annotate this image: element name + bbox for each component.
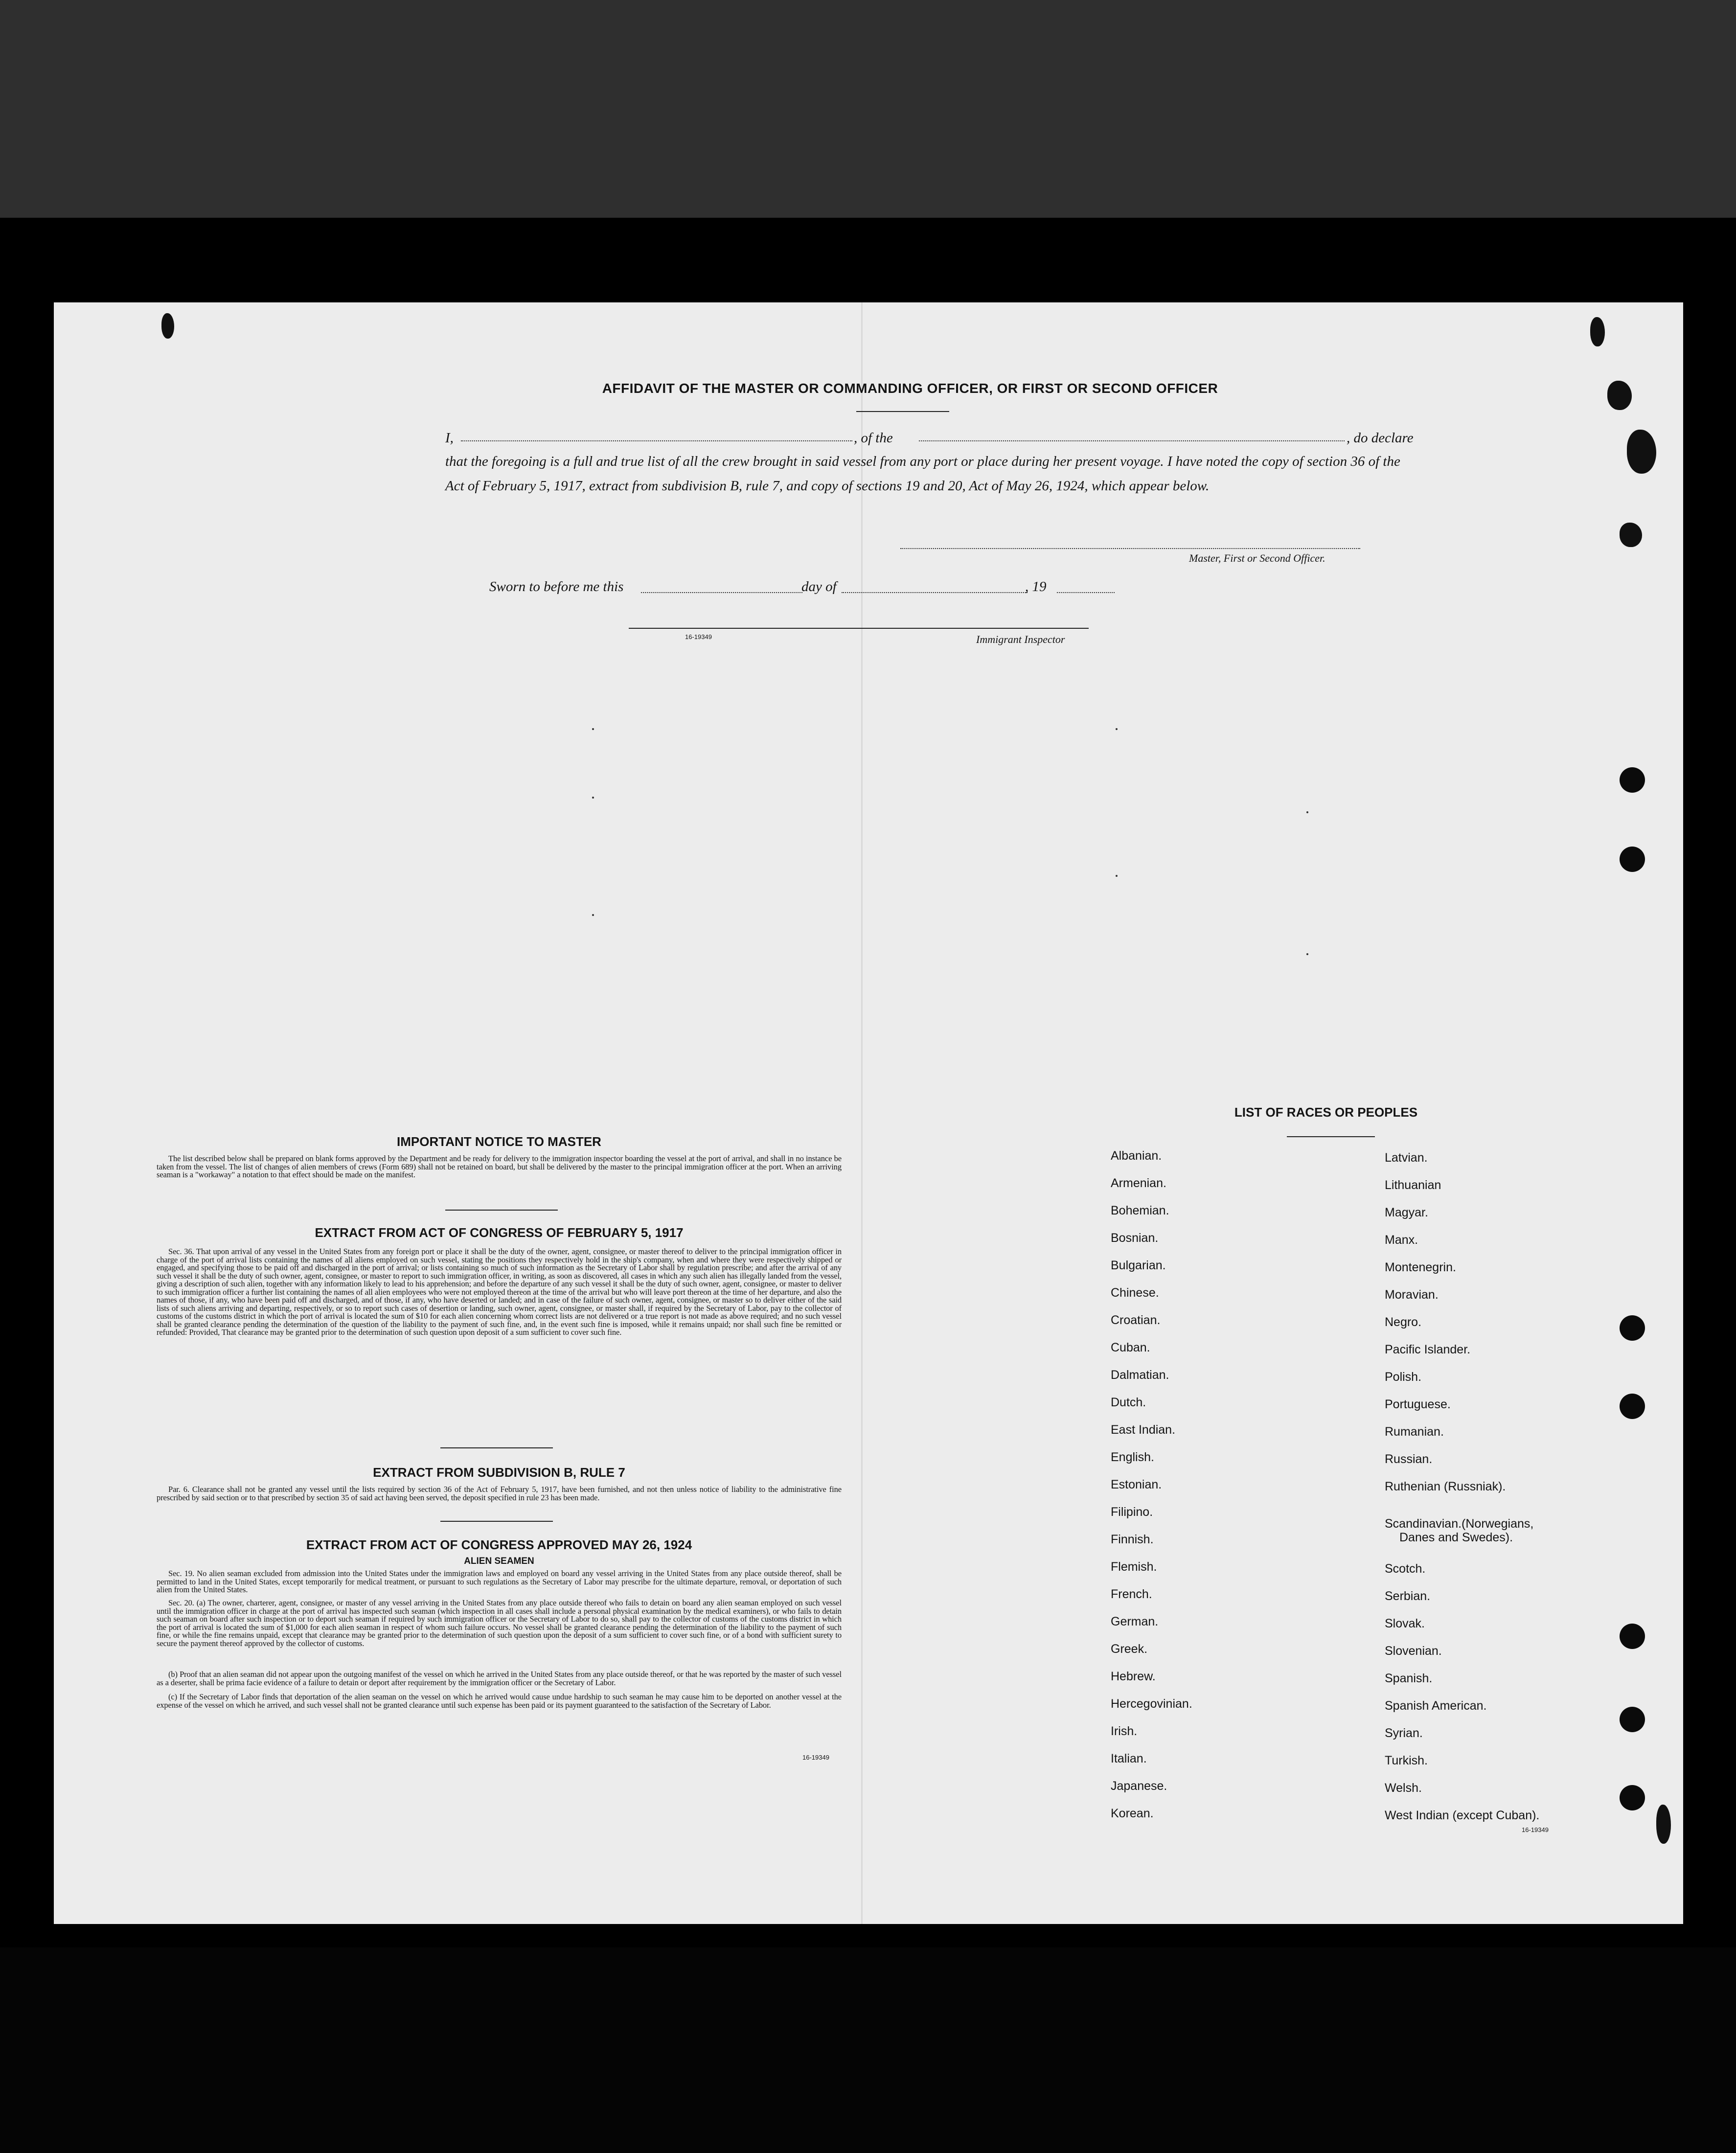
races-form-number: 16-19349 xyxy=(1522,1826,1549,1833)
race-left: Cuban. xyxy=(1111,1341,1150,1354)
title-underline xyxy=(856,411,949,412)
ink-blot xyxy=(1607,381,1632,410)
punch-hole xyxy=(1620,767,1645,793)
affidavit-title: AFFIDAVIT OF THE MASTER OR COMMANDING OFFICER, OR FIRST OR SECOND OFFICER xyxy=(602,381,1218,396)
punch-hole xyxy=(1620,1707,1645,1732)
race-right: Rumanian. xyxy=(1385,1425,1444,1439)
ink-blot xyxy=(1627,430,1656,474)
races-divider xyxy=(1287,1136,1375,1137)
ledger-mark xyxy=(592,728,594,730)
subdivision-b-title: EXTRACT FROM SUBDIVISION B, RULE 7 xyxy=(373,1465,625,1480)
race-left: German. xyxy=(1111,1615,1159,1628)
race-right: Magyar. xyxy=(1385,1206,1428,1219)
ledger-mark xyxy=(592,797,594,799)
race-right: Lithuanian xyxy=(1385,1178,1441,1192)
race-right: Scotch. xyxy=(1385,1562,1426,1576)
race-right: Serbian. xyxy=(1385,1589,1431,1603)
race-left: Bosnian. xyxy=(1111,1231,1159,1245)
document-page xyxy=(54,302,1683,1924)
affidavit-do-declare: , do declare xyxy=(1347,430,1414,446)
name-blank[interactable] xyxy=(461,440,852,441)
scan-bottom-border xyxy=(0,1947,1736,2153)
ink-blot xyxy=(1656,1805,1671,1844)
sworn-day-of: day of xyxy=(801,579,837,595)
race-left: Japanese. xyxy=(1111,1779,1167,1793)
affidavit-form-number: 16-19349 xyxy=(685,633,712,641)
sec20c-text: (c) If the Secretary of Labor finds that deportation of the alien seaman on the vessel on which he arrived would cause undue hardship to such seaman he may cause him to be deported on another vessel at the expense of the vessel on which he arrived, and such vessel shall not be granted clearance until such expense has been paid or its payment guaranteed to the satisfaction of the Secretary of Labor. xyxy=(157,1692,842,1710)
ledger-mark xyxy=(592,914,594,916)
race-left: Italian. xyxy=(1111,1752,1147,1765)
punch-hole xyxy=(1620,1785,1645,1810)
race-right: Pacific Islander. xyxy=(1385,1343,1471,1356)
ledger-mark xyxy=(1116,728,1118,730)
vessel-blank[interactable] xyxy=(919,440,1345,441)
race-right: Latvian. xyxy=(1385,1151,1428,1165)
race-right: Danes and Swedes). xyxy=(1399,1531,1513,1544)
affidavit-of-the: , of the xyxy=(854,430,893,446)
race-left: English. xyxy=(1111,1450,1154,1464)
race-left: Flemish. xyxy=(1111,1560,1157,1574)
races-title: LIST OF RACES OR PEOPLES xyxy=(1234,1105,1418,1120)
sworn-start: Sworn to before me this xyxy=(489,579,624,595)
punch-hole xyxy=(1620,847,1645,872)
race-left: Greek. xyxy=(1111,1642,1148,1656)
notice-text: The list described below shall be prepared on blank forms approved by the Department and be ready for delivery to the immigration inspector boarding the vessel at the port of arrival, and shall in no instance be taken from the vessel. The list of changes of alien members of crews (Form 689) shall not be retained on board, but shall be delivered by the master to the principal immigration officer at the port. When an arriving seaman is a "workaway" a notation to that effect should be made on the manifest. xyxy=(157,1154,842,1179)
signature-blank[interactable] xyxy=(900,548,1360,549)
race-right: West Indian (except Cuban). xyxy=(1385,1809,1540,1822)
punch-hole xyxy=(1620,1394,1645,1419)
inspector-signature-line xyxy=(629,628,1089,629)
sworn-day-blank[interactable] xyxy=(641,592,802,593)
ledger-mark xyxy=(1306,811,1308,813)
ink-blot xyxy=(161,313,174,339)
race-right: Negro. xyxy=(1385,1315,1422,1329)
inspector-label: Immigrant Inspector xyxy=(976,633,1065,645)
extract-form-number: 16-19349 xyxy=(802,1754,829,1761)
notice-divider xyxy=(445,1210,558,1211)
alien-seamen-subtitle: ALIEN SEAMEN xyxy=(464,1556,534,1566)
race-left: Korean. xyxy=(1111,1807,1154,1820)
race-right: Portuguese. xyxy=(1385,1397,1451,1411)
sec19-text: Sec. 19. No alien seaman excluded from admission into the United States under the immigration laws and employed on board any vessel arriving in the United States from any place outside thereof, shall be permitted to land in the United States, except temporarily for medical treatment, or pursuant to such regulations as the Secretary of Labor may prescribe for the ultimate departure, removal, or deportation of such alien from the United States. xyxy=(157,1569,842,1594)
race-left: Hercegovinian. xyxy=(1111,1697,1192,1711)
race-right: Manx. xyxy=(1385,1233,1418,1247)
extract-1924-title: EXTRACT FROM ACT OF CONGRESS APPROVED MAY 26, 1924 xyxy=(306,1537,692,1552)
sec20b-text: (b) Proof that an alien seaman did not appear upon the outgoing manifest of the vessel on which he arrived in the United States from any place outside thereof, or that he was reported by the master of such vessel as a deserter, shall be prima facie evidence of a failure to detain or deport after requirement by the immigration officer or the Secretary of Labor. xyxy=(157,1670,842,1687)
race-left: Irish. xyxy=(1111,1724,1138,1738)
race-left: Estonian. xyxy=(1111,1478,1162,1491)
extract-1917-text: Sec. 36. That upon arrival of any vessel in the United States from any foreign port or place it shall be the duty of the owner, agent, consignee, or master thereof to deliver to the principal immigration officer in charge of the port of arrival lists containing the names of all aliens employed on such vessel, stating the positions they respectively hold in the ship's company, when and where they were respectively shipped or engaged, and specifying those to be paid off and discharged in the port of arrival; or lists containing so much of such information as the Secretary of Labor shall by regulation prescribe; and after the arrival of any such vessel it shall be the duty of such owner, agent, consignee, or master to report to such immigration officer, in writing, as soon as discovered, all cases in which any such alien has illegally landed from the vessel, giving a description of such alien, together with any information likely to lead to his apprehension; and before the departure of any such vessel it shall be the duty of such owner, agent, consignee, or master to deliver to such immigration officer a further list containing the names of all alien employees who were not employed thereon at the time of the arrival but who will leave port thereon at the time of her departure, and also the names of those, if any, who have been paid off and discharged, and of those, if any, who have deserted or landed; and in case of the failure of such owner, agent, consignee, or master so to deliver either of the said lists of such aliens arriving and departing, respectively, or so to report such cases of desertion or landing, such owner, agent, consignee, or master shall, if required by the Secretary of Labor, pay to the collector of customs of the customs district in which the port of arrival is located the sum of $10 for each alien concerning whom correct lists are not delivered or a true report is not made as above required; and no such vessel shall be granted clearance pending the determination of the question of the liability to the payment of such fine, and, in the event such fine is imposed, while it remains unpaid; nor shall such fine be remitted or refunded: Provided, That clearance may be granted prior to the determination of such question upon deposit of a sum sufficient to cover such fine. xyxy=(157,1247,842,1337)
race-right: Polish. xyxy=(1385,1370,1422,1384)
race-left: Albanian. xyxy=(1111,1149,1162,1163)
sworn-year-blank[interactable] xyxy=(1057,592,1115,593)
extract-1917-title: EXTRACT FROM ACT OF CONGRESS OF FEBRUARY 5, 1917 xyxy=(315,1225,684,1240)
ink-blot xyxy=(1590,317,1605,346)
race-left: Armenian. xyxy=(1111,1176,1166,1190)
race-right: Montenegrin. xyxy=(1385,1260,1456,1274)
scan-top-border xyxy=(0,0,1736,218)
race-left: Filipino. xyxy=(1111,1505,1153,1519)
subdivision-b-text: Par. 6. Clearance shall not be granted any vessel until the lists required by section 36 of the Act of February 5, 1917, have been furnished, and not then unless notice of liability to the administrative fine prescribed by said section or to that prescribed by section 35 of said act having been served, the deposit specified in rule 23 has been made. xyxy=(157,1485,842,1502)
affidavit-body: that the foregoing is a full and true list of all the crew brought in said vessel from any port or place during her present voyage. I have noted the copy of section 36 of the Act of February 5, 1917, extract from subdivision B, rule 7, and copy of sections 19 and 20, Act of May 26, 1924, which appear below. xyxy=(445,454,1400,494)
extract-1917-divider xyxy=(440,1447,553,1448)
race-right: Slovak. xyxy=(1385,1617,1425,1630)
race-left: Chinese. xyxy=(1111,1286,1159,1300)
subdivision-b-divider xyxy=(440,1521,553,1522)
sec20a-text: Sec. 20. (a) The owner, charterer, agent, consignee, or master of any vessel arriving in the United States from any place outside thereof who fails to detain on board any alien seaman employed on such vessel until the immigration officer in charge at the port of arrival has inspected such seaman (which inspection in all cases shall include a personal physical examination by the medical examiners), or who fails to detain such seaman on board after such inspection or to deport such seaman if required by such immigration officer or the Secretary of Labor to do so, shall pay to the collector of customs of the customs district in which the port of arrival is located the sum of $1,000 for each alien seaman in respect of whom such failure occurs. No vessel shall be granted clearance pending the determination of the liability to the payment of such fine, or while the fine remains unpaid, except that clearance may be granted prior to the determination of such question upon the deposit of a sum sufficient to cover such fine, or of a bond with sufficient surety to secure the payment thereof approved by the collector of customs. xyxy=(157,1598,842,1648)
race-left: Croatian. xyxy=(1111,1313,1161,1327)
ledger-mark xyxy=(1116,875,1118,877)
race-left: Bulgarian. xyxy=(1111,1259,1166,1272)
race-left: Finnish. xyxy=(1111,1533,1154,1546)
punch-hole xyxy=(1620,1315,1645,1341)
race-left: East Indian. xyxy=(1111,1423,1176,1437)
race-right: Spanish American. xyxy=(1385,1699,1487,1713)
affidavit-i: I, xyxy=(445,430,454,446)
race-right: Welsh. xyxy=(1385,1781,1422,1795)
race-right: Moravian. xyxy=(1385,1288,1439,1302)
race-right: Spanish. xyxy=(1385,1672,1433,1685)
punch-hole xyxy=(1620,1624,1645,1649)
ink-blot xyxy=(1620,523,1642,547)
race-right: Scandinavian.(Norwegians, xyxy=(1385,1517,1534,1531)
page-fold xyxy=(861,302,863,1924)
race-right: Turkish. xyxy=(1385,1754,1428,1767)
race-left: Hebrew. xyxy=(1111,1670,1156,1683)
sworn-month-blank[interactable] xyxy=(842,592,1028,593)
race-left: Dalmatian. xyxy=(1111,1368,1169,1382)
signature-label: Master, First or Second Officer. xyxy=(1189,552,1325,564)
race-right: Syrian. xyxy=(1385,1726,1423,1740)
sworn-year: , 19 xyxy=(1025,579,1047,595)
race-left: Bohemian. xyxy=(1111,1204,1169,1217)
race-right: Russian. xyxy=(1385,1452,1433,1466)
race-right: Slovenian. xyxy=(1385,1644,1442,1658)
notice-title: IMPORTANT NOTICE TO MASTER xyxy=(397,1134,601,1149)
race-right: Ruthenian (Russniak). xyxy=(1385,1480,1506,1493)
race-left: French. xyxy=(1111,1587,1152,1601)
race-left: Dutch. xyxy=(1111,1396,1146,1409)
ledger-mark xyxy=(1306,953,1308,955)
